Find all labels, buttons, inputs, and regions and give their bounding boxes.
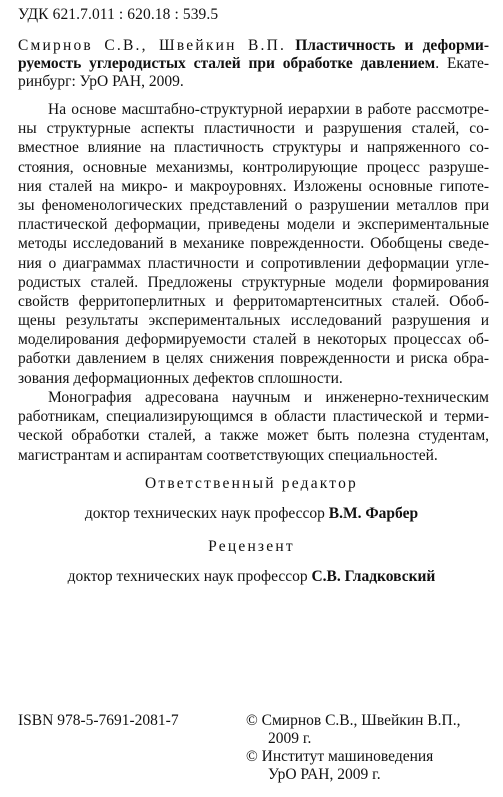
reviewer-line xyxy=(0,568,503,586)
abstract-line: пластической деформации, приведены модели и экспериментальные xyxy=(18,216,489,234)
bibliography-publisher: ринбург: УрО РАН, 2009. xyxy=(18,73,184,90)
abstract-line: Монография адресована научным и инженерно-техническим xyxy=(48,389,489,406)
abstract-line: ны структурные аспекты пластичности и разрушения сталей, со- xyxy=(18,120,489,138)
abstract-line: ния о диаграммах пластичности и сопротивлении деформации угле- xyxy=(18,254,489,272)
isbn: ISBN 978-5-7691-2081-7 xyxy=(18,712,179,729)
copyright-line: © Смирнов С.В., Швейкин В.П., xyxy=(246,712,461,729)
copyright-line: © Институт машиноведения xyxy=(246,748,434,765)
abstract-line: вместное влияние на пластичность структуры и напряженного со- xyxy=(18,139,489,157)
bibliography-authors: Смирнов С.В., Швейкин В.П. xyxy=(18,37,287,54)
editor-name: В.М. Фарбер xyxy=(328,505,419,522)
bibliography-line-1 xyxy=(18,37,489,55)
abstract-line: свойств ферритоперлитных и ферритомартенситных сталей. Обоб- xyxy=(18,292,489,310)
bibliography-line-3 xyxy=(18,73,489,91)
editor-title: доктор технических наук профессор xyxy=(84,505,325,522)
bibliography-line-2 xyxy=(18,55,489,73)
reviewer-heading: Рецензент xyxy=(208,538,295,555)
editor-line xyxy=(0,505,503,523)
abstract-line: магистрантам и аспирантам соответствующих специальностей. xyxy=(18,446,438,464)
abstract-line: зы феноменологических представлений о разрушении металлов при xyxy=(18,196,489,214)
bibliography-city-start: . Екате- xyxy=(435,55,489,72)
bibliography-title-part-2: руемость углеродистых сталей при обработке давлением xyxy=(18,55,436,72)
abstract-line: стояния, основные механизмы, контролирующие процесс разруше- xyxy=(18,158,489,176)
abstract-line: щены результаты экспериментальных исследований разрушения и xyxy=(18,312,489,330)
abstract-line: родистых сталей. Предложены структурные модели формирования xyxy=(18,273,489,291)
abstract-line: ческой обработки сталей, а также может быть полезна студентам, xyxy=(18,427,489,445)
copyright-line: УрО РАН, 2009 г. xyxy=(268,766,381,783)
bibliography-title-part-1: Пластичность и деформи- xyxy=(295,37,490,54)
abstract-paragraph-1 xyxy=(18,100,489,388)
abstract-paragraph-2 xyxy=(18,388,489,465)
reviewer-name: С.В. Гладковский xyxy=(311,568,436,585)
abstract-line: На основе масштабно-структурной иерархии в работе рассмотре- xyxy=(48,101,489,118)
abstract-line: моделирования деформируемости сталей в некоторых процессах об- xyxy=(18,331,489,349)
abstract-line: ния сталей на микро- и макроуровнях. Изложены основные гипоте- xyxy=(18,177,489,195)
abstract-line: работникам, специализирующимся в области пластической и терми- xyxy=(18,408,489,426)
copyright-line: 2009 г. xyxy=(268,730,312,747)
abstract-line: зования деформационных дефектов сплошности. xyxy=(18,369,343,387)
editor-heading: Ответственный редактор xyxy=(145,475,358,492)
udk-code: УДК 621.7.011 : 620.18 : 539.5 xyxy=(18,6,219,23)
abstract-line: методы исследований в механике поврежденности. Обобщены сведе- xyxy=(18,235,489,253)
reviewer-title: доктор технических наук профессор xyxy=(67,568,308,585)
abstract-line: работки давлением в целях снижения поврежденности и риска обра- xyxy=(18,350,489,368)
